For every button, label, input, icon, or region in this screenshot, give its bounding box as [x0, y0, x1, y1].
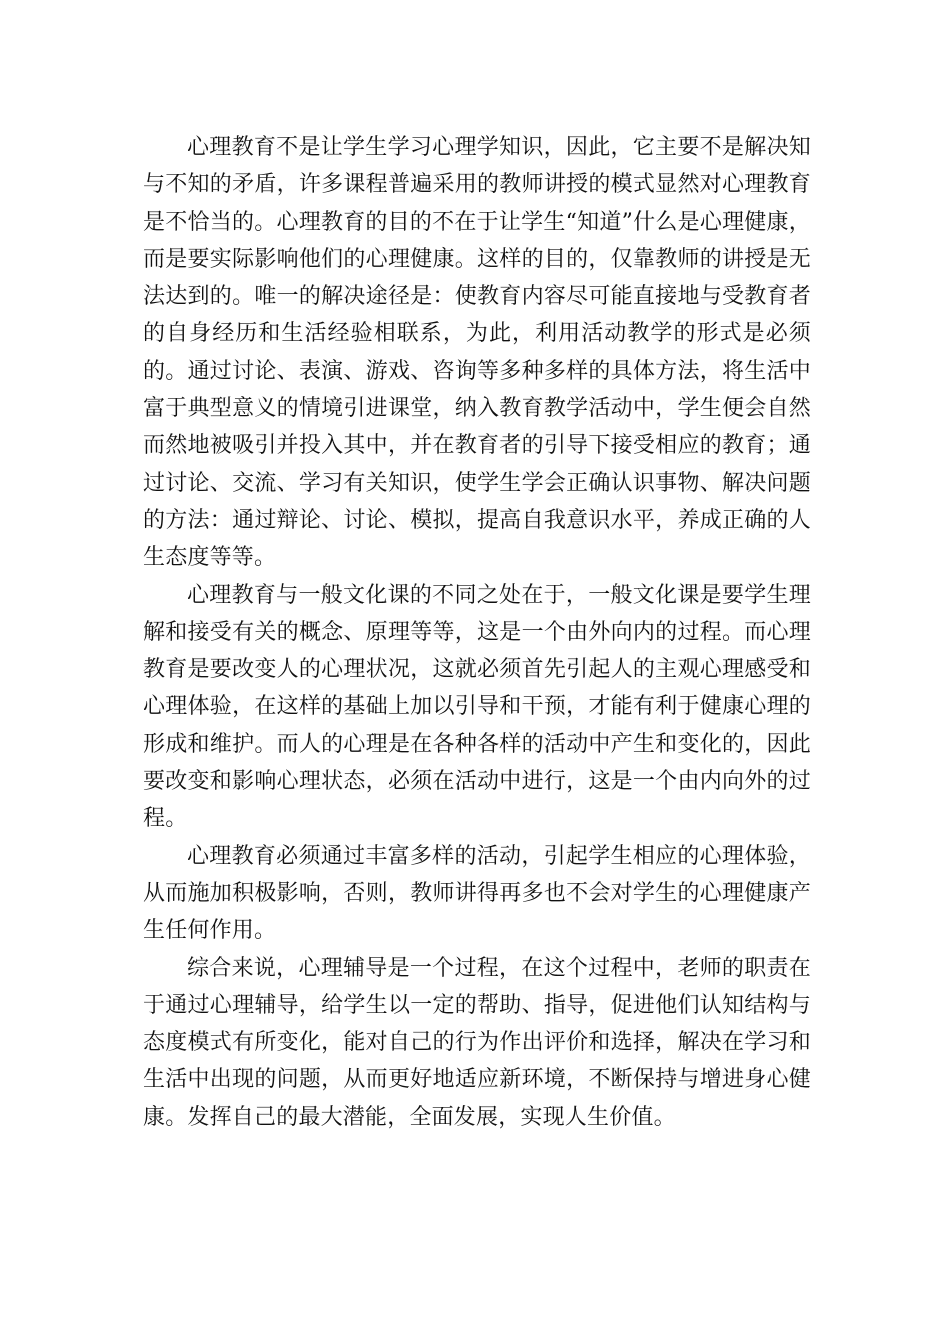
paragraph-2: 心理教育与一般文化课的不同之处在于，一般文化课是要学生理解和接受有关的概念、原理等等，这是一个由外向内的过程。而心理教育是要改变人的心理状况，这就必须首先引起人的主观心理感受和心理体验，在这样的基础上加以引导和干预，才能有利于健康心理的形成和维护。而人的心理是在各种各样的活动中产生和变化的，因此要改变和影响心理状态，必须在活动中进行，这是一个由内向外的过程。 [143, 582, 811, 832]
paragraph-4: 综合来说，心理辅导是一个过程，在这个过程中，老师的职责在于通过心理辅导，给学生以一定的帮助、指导，促进他们认知结构与态度模式有所变化，能对自己的行为作出评价和选择，解决在学习和生活中出现的问题，从而更好地适应新环境，不断保持与增进身心健康。发挥自己的最大潜能，全面发展，实现人生价值。 [143, 955, 811, 1130]
document-body [143, 129, 811, 1136]
paragraph-3: 心理教育必须通过丰富多样的活动，引起学生相应的心理体验，从而施加积极影响，否则，教师讲得再多也不会对学生的心理健康产生任何作用。 [143, 843, 811, 944]
paragraph-1: 心理教育不是让学生学习心理学知识，因此，它主要不是解决知与不知的矛盾，许多课程普遍采用的教师讲授的模式显然对心理教育是不恰当的。心理教育的目的不在于让学生“知道”什么是心理健康，而是要实际影响他们的心理健康。这样的目的，仅靠教师的讲授是无法达到的。唯一的解决途径是：使教育内容尽可能直接地与受教育者的自身经历和生活经验相联系，为此，利用活动教学的形式是必须的。通过讨论、表演、游戏、咨询等多种多样的具体方法，将生活中富于典型意义的情境引进课堂，纳入教育教学活动中，学生便会自然而然地被吸引并投入其中，并在教育者的引导下接受相应的教育；通过讨论、交流、学习有关知识，使学生学会正确认识事物、解决问题的方法：通过辩论、讨论、模拟，提高自我意识水平，养成正确的人生态度等等。 [143, 135, 811, 571]
